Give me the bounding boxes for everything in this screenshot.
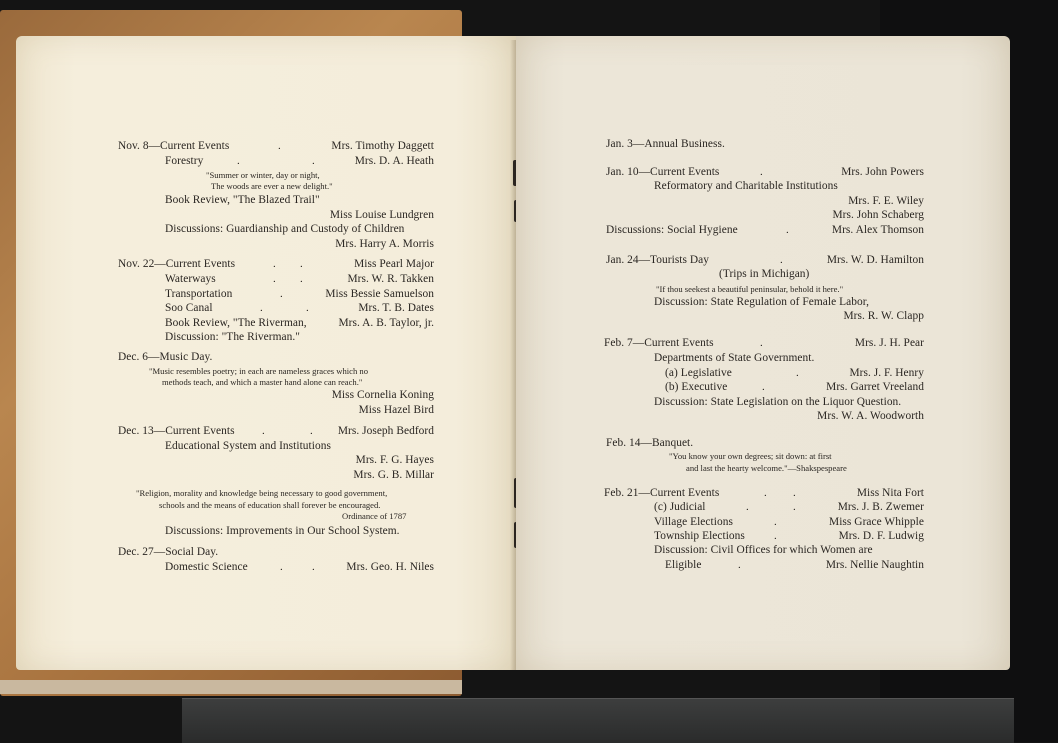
feb21-township-elections: Township Elections (654, 530, 745, 542)
leader-dot: . (760, 166, 763, 178)
leader-dot: . (738, 559, 741, 571)
leader-dot: . (312, 561, 315, 573)
nov22-book-presenter: Mrs. A. B. Taylor, jr. (338, 317, 434, 329)
feb7-legislative: (a) Legislative (665, 367, 732, 379)
left-page (16, 36, 516, 670)
jan10-discussion-presenter: Mrs. Alex Thomson (831, 224, 924, 236)
dec6-presenter-1: Miss Cornelia Koning (331, 389, 434, 401)
nov8-presenter: Mrs. Timothy Daggett (331, 140, 434, 152)
feb21-village-presenter: Miss Grace Whipple (829, 516, 924, 528)
leader-dot: . (774, 516, 777, 528)
leader-dot: . (278, 140, 281, 152)
leader-dot: . (310, 425, 313, 437)
nov8-discussion-presenter: Mrs. Harry A. Morris (335, 238, 434, 250)
feb7-presenter: Mrs. J. H. Pear (854, 337, 924, 349)
feb21-discussion: Discussion: Civil Offices for which Women are (654, 544, 873, 556)
jan10-reformatory: Reformatory and Charitable Institutions (654, 180, 838, 192)
feb21-heading: Feb. 21—Current Events (604, 487, 720, 499)
feb7-discussion: Discussion: State Legislation on the Liquor Question. (654, 396, 902, 408)
lower-book-board (182, 698, 1014, 743)
jan10-presenter-2: Mrs. F. E. Wiley (848, 195, 924, 207)
nov22-presenter: Miss Pearl Major (354, 258, 434, 270)
feb14-quote-line1: "You know your own degrees; sit down: at first (669, 451, 832, 461)
feb7-heading: Feb. 7—Current Events (604, 337, 714, 349)
nov8-discussions: Discussions: Guardianship and Custody of Children (165, 223, 405, 235)
leader-dot: . (280, 561, 283, 573)
feb21-eligible: Eligible (665, 559, 702, 571)
dec6-heading: Dec. 6—Music Day. (118, 351, 213, 363)
leader-dot: . (300, 258, 303, 270)
nov8-forestry-presenter: Mrs. D. A. Heath (354, 155, 434, 167)
nov22-heading: Nov. 22—Current Events (118, 258, 236, 270)
nov8-book-review: Book Review, "The Blazed Trail" (165, 194, 320, 206)
dec13-educational-system: Educational System and Institutions (165, 440, 331, 452)
feb21-judicial-presenter: Mrs. J. B. Zwemer (837, 501, 924, 513)
nov22-waterways-presenter: Mrs. W. R. Takken (347, 273, 434, 285)
dec6-presenter-2: Miss Hazel Bird (358, 404, 434, 416)
feb21-township-presenter: Mrs. D. F. Ludwig (838, 530, 924, 542)
dec27-domestic-science: Domestic Science (165, 561, 248, 573)
leader-dot: . (273, 273, 276, 285)
leader-dot: . (793, 501, 796, 513)
leader-dot: . (746, 501, 749, 513)
jan10-presenter-3: Mrs. John Schaberg (832, 209, 924, 221)
dec13-quote-source: Ordinance of 1787 (342, 511, 407, 521)
dec13-quote-line2: schools and the means of education shall forever be encouraged. (159, 500, 381, 510)
dec27-heading: Dec. 27—Social Day. (118, 546, 219, 558)
nov22-discussion: Discussion: "The Riverman." (165, 331, 300, 343)
dec13-quote-line1: "Religion, morality and knowledge being necessary to good government, (136, 488, 388, 498)
leader-dot: . (774, 530, 777, 542)
feb21-presenter: Miss Nita Fort (856, 487, 924, 499)
leader-dot: . (312, 155, 315, 167)
feb21-eligible-presenter: Mrs. Nellie Naughtin (825, 559, 924, 571)
leader-dot: . (273, 258, 276, 270)
jan3-heading: Jan. 3—Annual Business. (606, 138, 725, 150)
dec27-presenter: Mrs. Geo. H. Niles (346, 561, 434, 573)
nov22-soo-canal-presenter: Mrs. T. B. Dates (358, 302, 434, 314)
dec13-presenter: Mrs. Joseph Bedford (337, 425, 434, 437)
leader-dot: . (306, 302, 309, 314)
jan24-subtitle: (Trips in Michigan) (719, 268, 810, 280)
cover-edge (0, 680, 462, 694)
leader-dot: . (793, 487, 796, 499)
dec6-quote-line2: methods teach, and which a master hand alone can reach." (162, 377, 363, 387)
jan24-discussion: Discussion: State Regulation of Female Labor, (654, 296, 870, 308)
leader-dot: . (796, 367, 799, 379)
nov8-book-presenter: Miss Louise Lundgren (329, 209, 434, 221)
dec13-presenter-3: Mrs. G. B. Millar (353, 469, 434, 481)
jan10-discussions: Discussions: Social Hygiene (606, 224, 738, 236)
leader-dot: . (780, 254, 783, 266)
feb21-judicial: (c) Judicial (654, 501, 706, 513)
dec6-quote-line1: "Music resembles poetry; in each are nameless graces which no (149, 366, 368, 376)
feb7-executive: (b) Executive (665, 381, 728, 393)
dec13-discussions: Discussions: Improvements in Our School System. (165, 525, 400, 537)
leader-dot: . (762, 381, 765, 393)
nov22-book-review: Book Review, "The Riverman, (165, 317, 307, 329)
feb7-executive-presenter: Mrs. Garret Vreeland (826, 381, 924, 393)
leader-dot: . (262, 425, 265, 437)
dec13-heading: Dec. 13—Current Events (118, 425, 235, 437)
nov22-waterways: Waterways (165, 273, 216, 285)
leader-dot: . (786, 224, 789, 236)
leader-dot: . (280, 288, 283, 300)
nov8-quote-line2: The woods are ever a new delight." (211, 181, 333, 191)
feb7-discussion-presenter: Mrs. W. A. Woodworth (817, 410, 924, 422)
leader-dot: . (764, 487, 767, 499)
jan24-quote: "If thou seekest a beautiful peninsular, behold it here." (656, 284, 844, 294)
jan10-heading: Jan. 10—Current Events (606, 166, 720, 178)
nov22-transportation-presenter: Miss Bessie Samuelson (325, 288, 434, 300)
nov8-forestry: Forestry (165, 155, 204, 167)
right-page (516, 36, 1010, 670)
leader-dot: . (260, 302, 263, 314)
leader-dot: . (237, 155, 240, 167)
jan24-discussion-presenter: Mrs. R. W. Clapp (843, 310, 924, 322)
jan24-heading: Jan. 24—Tourists Day (606, 254, 710, 266)
nov8-quote-line1: "Summer or winter, day or night, (206, 170, 320, 180)
feb7-departments: Departments of State Government. (654, 352, 815, 364)
jan24-presenter: Mrs. W. D. Hamilton (826, 254, 924, 266)
nov8-heading: Nov. 8—Current Events (118, 140, 230, 152)
feb7-legislative-presenter: Mrs. J. F. Henry (849, 367, 924, 379)
feb14-heading: Feb. 14—Banquet. (606, 437, 694, 449)
nov22-soo-canal: Soo Canal (165, 302, 213, 314)
feb14-quote-line2: and last the hearty welcome."—Shakspespeare (686, 463, 847, 473)
nov22-transportation: Transportation (165, 288, 233, 300)
jan10-presenter: Mrs. John Powers (841, 166, 924, 178)
leader-dot: . (760, 337, 763, 349)
dec13-presenter-2: Mrs. F. G. Hayes (355, 454, 434, 466)
leader-dot: . (300, 273, 303, 285)
feb21-village-elections: Village Elections (654, 516, 733, 528)
